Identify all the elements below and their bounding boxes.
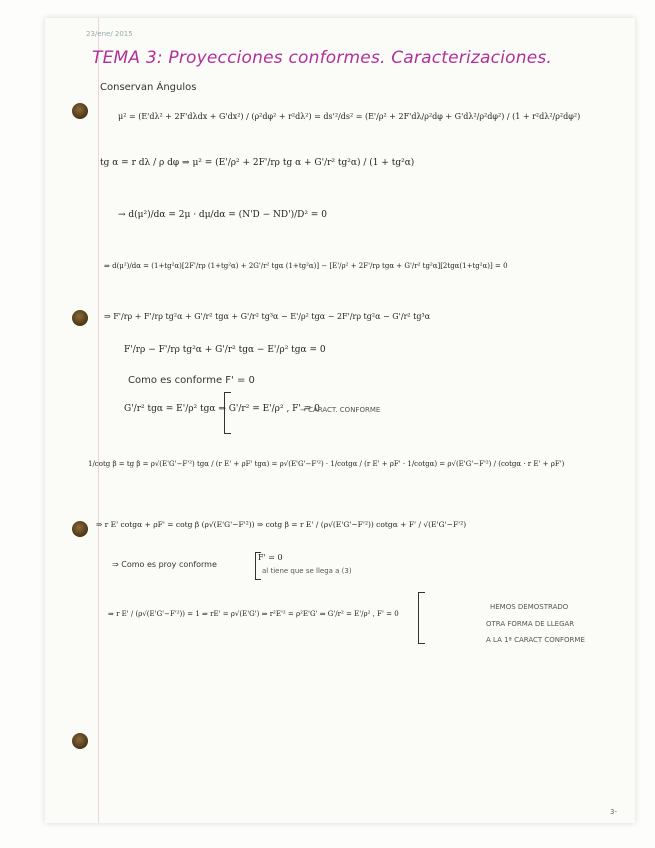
equation-11: ⇒ r E' / (ρ√(E'G'−F'²)) = 1 ⇒ rE' = ρ√(E'G') ⇒ r²E'² = ρ²E'G' ⇒ G'/r² = E'/ρ² , F' = 0 [108, 610, 399, 618]
equation-3: → d(μ²)/dα = 2μ · dμ/dα = (N'D − ND')/D² = 0 [118, 210, 327, 220]
note-como-conforme: Como es conforme F' = 0 [128, 375, 255, 386]
page-number: 3- [610, 808, 617, 816]
binder-hole [72, 103, 88, 119]
equation-4: ⇒ d(μ²)/dα = (1+tg²α)[2F'/rρ (1+tg²α) + 2G'/r² tgα (1+tg²α)] − [E'/ρ² + 2F'/rρ tgα + G'/r² tg²α][2tgα(1+tg²α)] = 0 [104, 262, 508, 270]
equation-5: ⇒ F'/rρ + F'/rρ tg²α + G'/r² tgα + G'/r² tg³α − E'/ρ² tgα − 2F'/rρ tg²α − G'/r² tg³α [104, 312, 431, 321]
equation-2: tg α = r dλ / ρ dφ ⇒ μ² = (E'/ρ² + 2F'/rρ tg α + G'/r² tg²α) / (1 + tg²α) [100, 158, 415, 168]
margin-line [98, 18, 99, 823]
equation-6: F'/rρ − F'/rρ tg²α + G'/r² tgα − E'/ρ² tgα = 0 [124, 345, 326, 355]
equation-9: ⇒ r E' cotgα + ρF' = cotg β (ρ√(E'G'−F'²)) ⇒ cotg β = r E' / (ρ√(E'G'−F'²)) cotgα + F' / √(E'G'−F'²) [96, 520, 467, 529]
equation-10: F' = 0 [258, 553, 283, 562]
brace [255, 552, 261, 580]
note-otra: OTRA FORMA DE LLEGAR [486, 620, 575, 628]
note-se-tiene: al tiene que se llega a (3) [262, 567, 352, 575]
page-title: TEMA 3: Proyecciones conformes. Caracterizaciones. [92, 48, 553, 68]
binder-hole [72, 521, 88, 537]
note-ala: A LA 1ª CARACT CONFORME [486, 636, 585, 644]
notebook-page [45, 18, 635, 823]
equation-1: μ² = (E'dλ² + 2F'dλdx + G'dx²) / (ρ²dφ² + r²dλ²) = ds'²/ds² = (E'/ρ² + 2F'dλ/ρ²dφ + G'dλ²/ρ²dφ²) / (1 + r²dλ²/ρ²dφ²) [118, 112, 581, 121]
subtitle-conserva: Conservan Ángulos [100, 82, 197, 93]
note-hemos: HEMOS DEMOSTRADO [490, 603, 569, 611]
equation-8: 1/cotg β = tg β = ρ√(E'G'−F'²) tgα / (r E' + ρF' tgα) = ρ√(E'G'−F'²) · 1/cotgα / (r E' + ρF' · 1/cotgα) = ρ√(E'G'−F'²) / (cotgα · r E' + ρF') [88, 460, 565, 468]
note-como-proy: ⇒ Como es proy conforme [112, 560, 217, 569]
binder-hole [72, 733, 88, 749]
equation-7: G'/r² tgα = E'/ρ² tgα ⇒ G'/r² = E'/ρ² , F' = 0 [124, 404, 320, 414]
note-caract-conforme: → CARACT. CONFORME [300, 406, 381, 414]
brace [418, 592, 425, 644]
binder-hole [72, 310, 88, 326]
date-stamp: 23/ene/ 2015 [86, 30, 133, 38]
